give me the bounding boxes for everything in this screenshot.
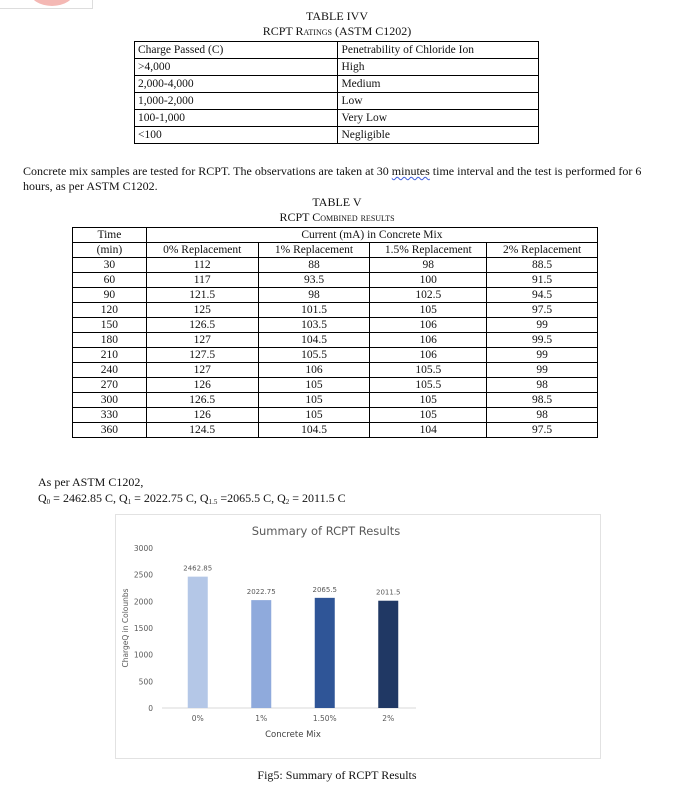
y-tick-label: 2500 [133, 570, 153, 580]
table5-subtitle: RCPT Combined results [279, 210, 395, 224]
y-tick-label: 1500 [133, 624, 153, 633]
charge-value: = 2011.5 C [289, 491, 346, 505]
x-tick-label: 1% [255, 714, 268, 723]
table-cell: 240 [73, 363, 147, 378]
y-tick-label: 500 [138, 677, 153, 687]
table5-title: TABLE V [312, 195, 362, 209]
table-cell: Penetrability of Chloride Ion [338, 42, 539, 59]
charge-value: =2065.5 C, [217, 491, 278, 505]
table-row [135, 110, 539, 127]
bar-value-label: 2462.85 [183, 564, 213, 573]
table-row [73, 408, 598, 423]
table-cell: 106 [370, 348, 487, 363]
table-cell: 98 [258, 288, 370, 303]
table-row [73, 258, 598, 273]
table-cell: 99.5 [487, 333, 598, 348]
astm-line1: As per ASTM C1202, [38, 475, 144, 489]
charge-symbol: Q [118, 491, 128, 505]
table-cell: 98 [487, 408, 598, 423]
bar [251, 600, 271, 708]
table-cell: 127 [146, 363, 258, 378]
table-cell: 106 [370, 333, 487, 348]
table4-header-row [135, 42, 539, 59]
table-cell: 98 [370, 258, 487, 273]
charge-subscript: 1.5 [208, 498, 218, 506]
charge-symbol: Q [277, 491, 286, 505]
table-cell: Low [338, 93, 539, 110]
table-cell: 99 [487, 363, 598, 378]
x-tick-label: 2% [382, 714, 395, 723]
bar [378, 601, 398, 708]
table-row [73, 288, 598, 303]
table-cell: <100 [135, 127, 338, 144]
table-cell: 105 [370, 303, 487, 318]
table-cell: 210 [73, 348, 147, 363]
table-cell: Negligible [338, 127, 539, 144]
y-tick-label: 1000 [133, 650, 153, 660]
table-cell: 2,000-4,000 [135, 76, 338, 93]
astm-charges [38, 491, 346, 510]
table-cell: 99 [487, 318, 598, 333]
table-cell: 104.5 [258, 423, 370, 438]
table-cell: 106 [258, 363, 370, 378]
table-row [73, 423, 598, 438]
header-unit: (min) [73, 243, 147, 258]
table-cell: 112 [146, 258, 258, 273]
table-cell: 106 [370, 318, 487, 333]
table-cell: 60 [73, 273, 147, 288]
table-cell: >4,000 [135, 59, 338, 76]
header-time: Time [73, 228, 147, 243]
table-cell: 100-1,000 [135, 110, 338, 127]
table-row [135, 93, 539, 110]
table-cell: 127 [146, 333, 258, 348]
header-col: 1% Replacement [258, 243, 370, 258]
table-cell: High [338, 59, 539, 76]
table-cell: 97.5 [487, 423, 598, 438]
corner-frame [0, 0, 93, 9]
table-cell: 103.5 [258, 318, 370, 333]
table4-title: TABLE IVV [305, 9, 369, 23]
table-cell: 150 [73, 318, 147, 333]
y-tick-label: 3000 [133, 544, 153, 553]
table-cell: 126 [146, 408, 258, 423]
table-cell: 94.5 [487, 288, 598, 303]
table-cell: 270 [73, 378, 147, 393]
table-cell: 104.5 [258, 333, 370, 348]
table-cell: 105.5 [258, 348, 370, 363]
charge-subscript: 0 [46, 498, 51, 506]
table-cell: 30 [73, 258, 147, 273]
table-cell: Charge Passed (C) [135, 42, 338, 59]
bar [315, 598, 335, 708]
table-cell: 180 [73, 333, 147, 348]
header-col: 2% Replacement [487, 243, 598, 258]
table-row [73, 393, 598, 408]
table-cell: 97.5 [487, 303, 598, 318]
bar-value-label: 2065.5 [312, 585, 337, 594]
table-cell: 88.5 [487, 258, 598, 273]
table-cell: 117 [146, 273, 258, 288]
table-row [73, 318, 598, 333]
table-row [73, 273, 598, 288]
table4-subtitle: RCPT Ratings (ASTM C1202) [262, 24, 412, 38]
header-group: Current (mA) in Concrete Mix [146, 228, 597, 243]
table-cell: 124.5 [146, 423, 258, 438]
figure-caption: Fig5: Summary of RCPT Results [257, 768, 417, 782]
table-cell: 127.5 [146, 348, 258, 363]
table-cell: Very Low [338, 110, 539, 127]
table-cell: 105 [258, 393, 370, 408]
table5 [72, 227, 598, 438]
table-row [73, 348, 598, 363]
charge-subscript: 1 [127, 498, 132, 506]
body-paragraph: Concrete mix samples are tested for RCPT. The observations are taken at 30 minutes time interval and the test is performed for 6 hours, as per ASTM C1202. [23, 164, 642, 193]
header-col: 1.5% Replacement [370, 243, 487, 258]
table-cell: 90 [73, 288, 147, 303]
table-cell: 121.5 [146, 288, 258, 303]
table-row [73, 363, 598, 378]
table-cell: 91.5 [487, 273, 598, 288]
table-cell: 120 [73, 303, 147, 318]
x-tick-label: 0% [191, 714, 204, 723]
y-tick-label: 2000 [133, 597, 153, 607]
table4 [134, 41, 539, 144]
table-cell: 98 [487, 378, 598, 393]
charge-subscript: 2 [285, 498, 290, 506]
table-cell: 105 [258, 408, 370, 423]
charge-value: = 2462.85 C, [50, 491, 119, 505]
table-row [73, 303, 598, 318]
table-cell: 126.5 [146, 318, 258, 333]
table-cell: 125 [146, 303, 258, 318]
header-col: 0% Replacement [146, 243, 258, 258]
table-cell: 1,000-2,000 [135, 93, 338, 110]
table-row [73, 378, 598, 393]
rcpt-bar-chart [116, 515, 600, 758]
chart-frame [115, 514, 601, 759]
bar-value-label: 2011.5 [376, 588, 401, 597]
table-cell: 300 [73, 393, 147, 408]
charge-symbol: Q [38, 491, 47, 505]
y-axis-label: ChargeQ in Colounbs [121, 588, 130, 668]
table-cell: Medium [338, 76, 539, 93]
table-cell: 102.5 [370, 288, 487, 303]
table-cell: 126.5 [146, 393, 258, 408]
table-row [135, 59, 539, 76]
bar [188, 577, 208, 708]
table-cell: 99 [487, 348, 598, 363]
table-cell: 105.5 [370, 378, 487, 393]
table-cell: 360 [73, 423, 147, 438]
table-cell: 330 [73, 408, 147, 423]
table-cell: 100 [370, 273, 487, 288]
bar-value-label: 2022.75 [246, 588, 276, 597]
y-tick-label: 0 [148, 704, 153, 713]
table-row [135, 76, 539, 93]
table-cell: 88 [258, 258, 370, 273]
table-cell: 101.5 [258, 303, 370, 318]
x-axis-label: Concrete Mix [265, 730, 321, 740]
table-cell: 105 [370, 393, 487, 408]
charge-value: = 2022.75 C, [131, 491, 200, 505]
table-cell: 126 [146, 378, 258, 393]
table-cell: 105 [370, 408, 487, 423]
table-cell: 105 [258, 378, 370, 393]
table-cell: 104 [370, 423, 487, 438]
table-row [73, 333, 598, 348]
table-row [135, 127, 539, 144]
table-cell: 98.5 [487, 393, 598, 408]
chart-title: Summary of RCPT Results [251, 524, 401, 538]
x-tick-label: 1.50% [312, 714, 337, 723]
table-cell: 105.5 [370, 363, 487, 378]
spelling-flag: minutes [391, 164, 430, 178]
charge-symbol: Q [199, 491, 209, 505]
table-cell: 93.5 [258, 273, 370, 288]
